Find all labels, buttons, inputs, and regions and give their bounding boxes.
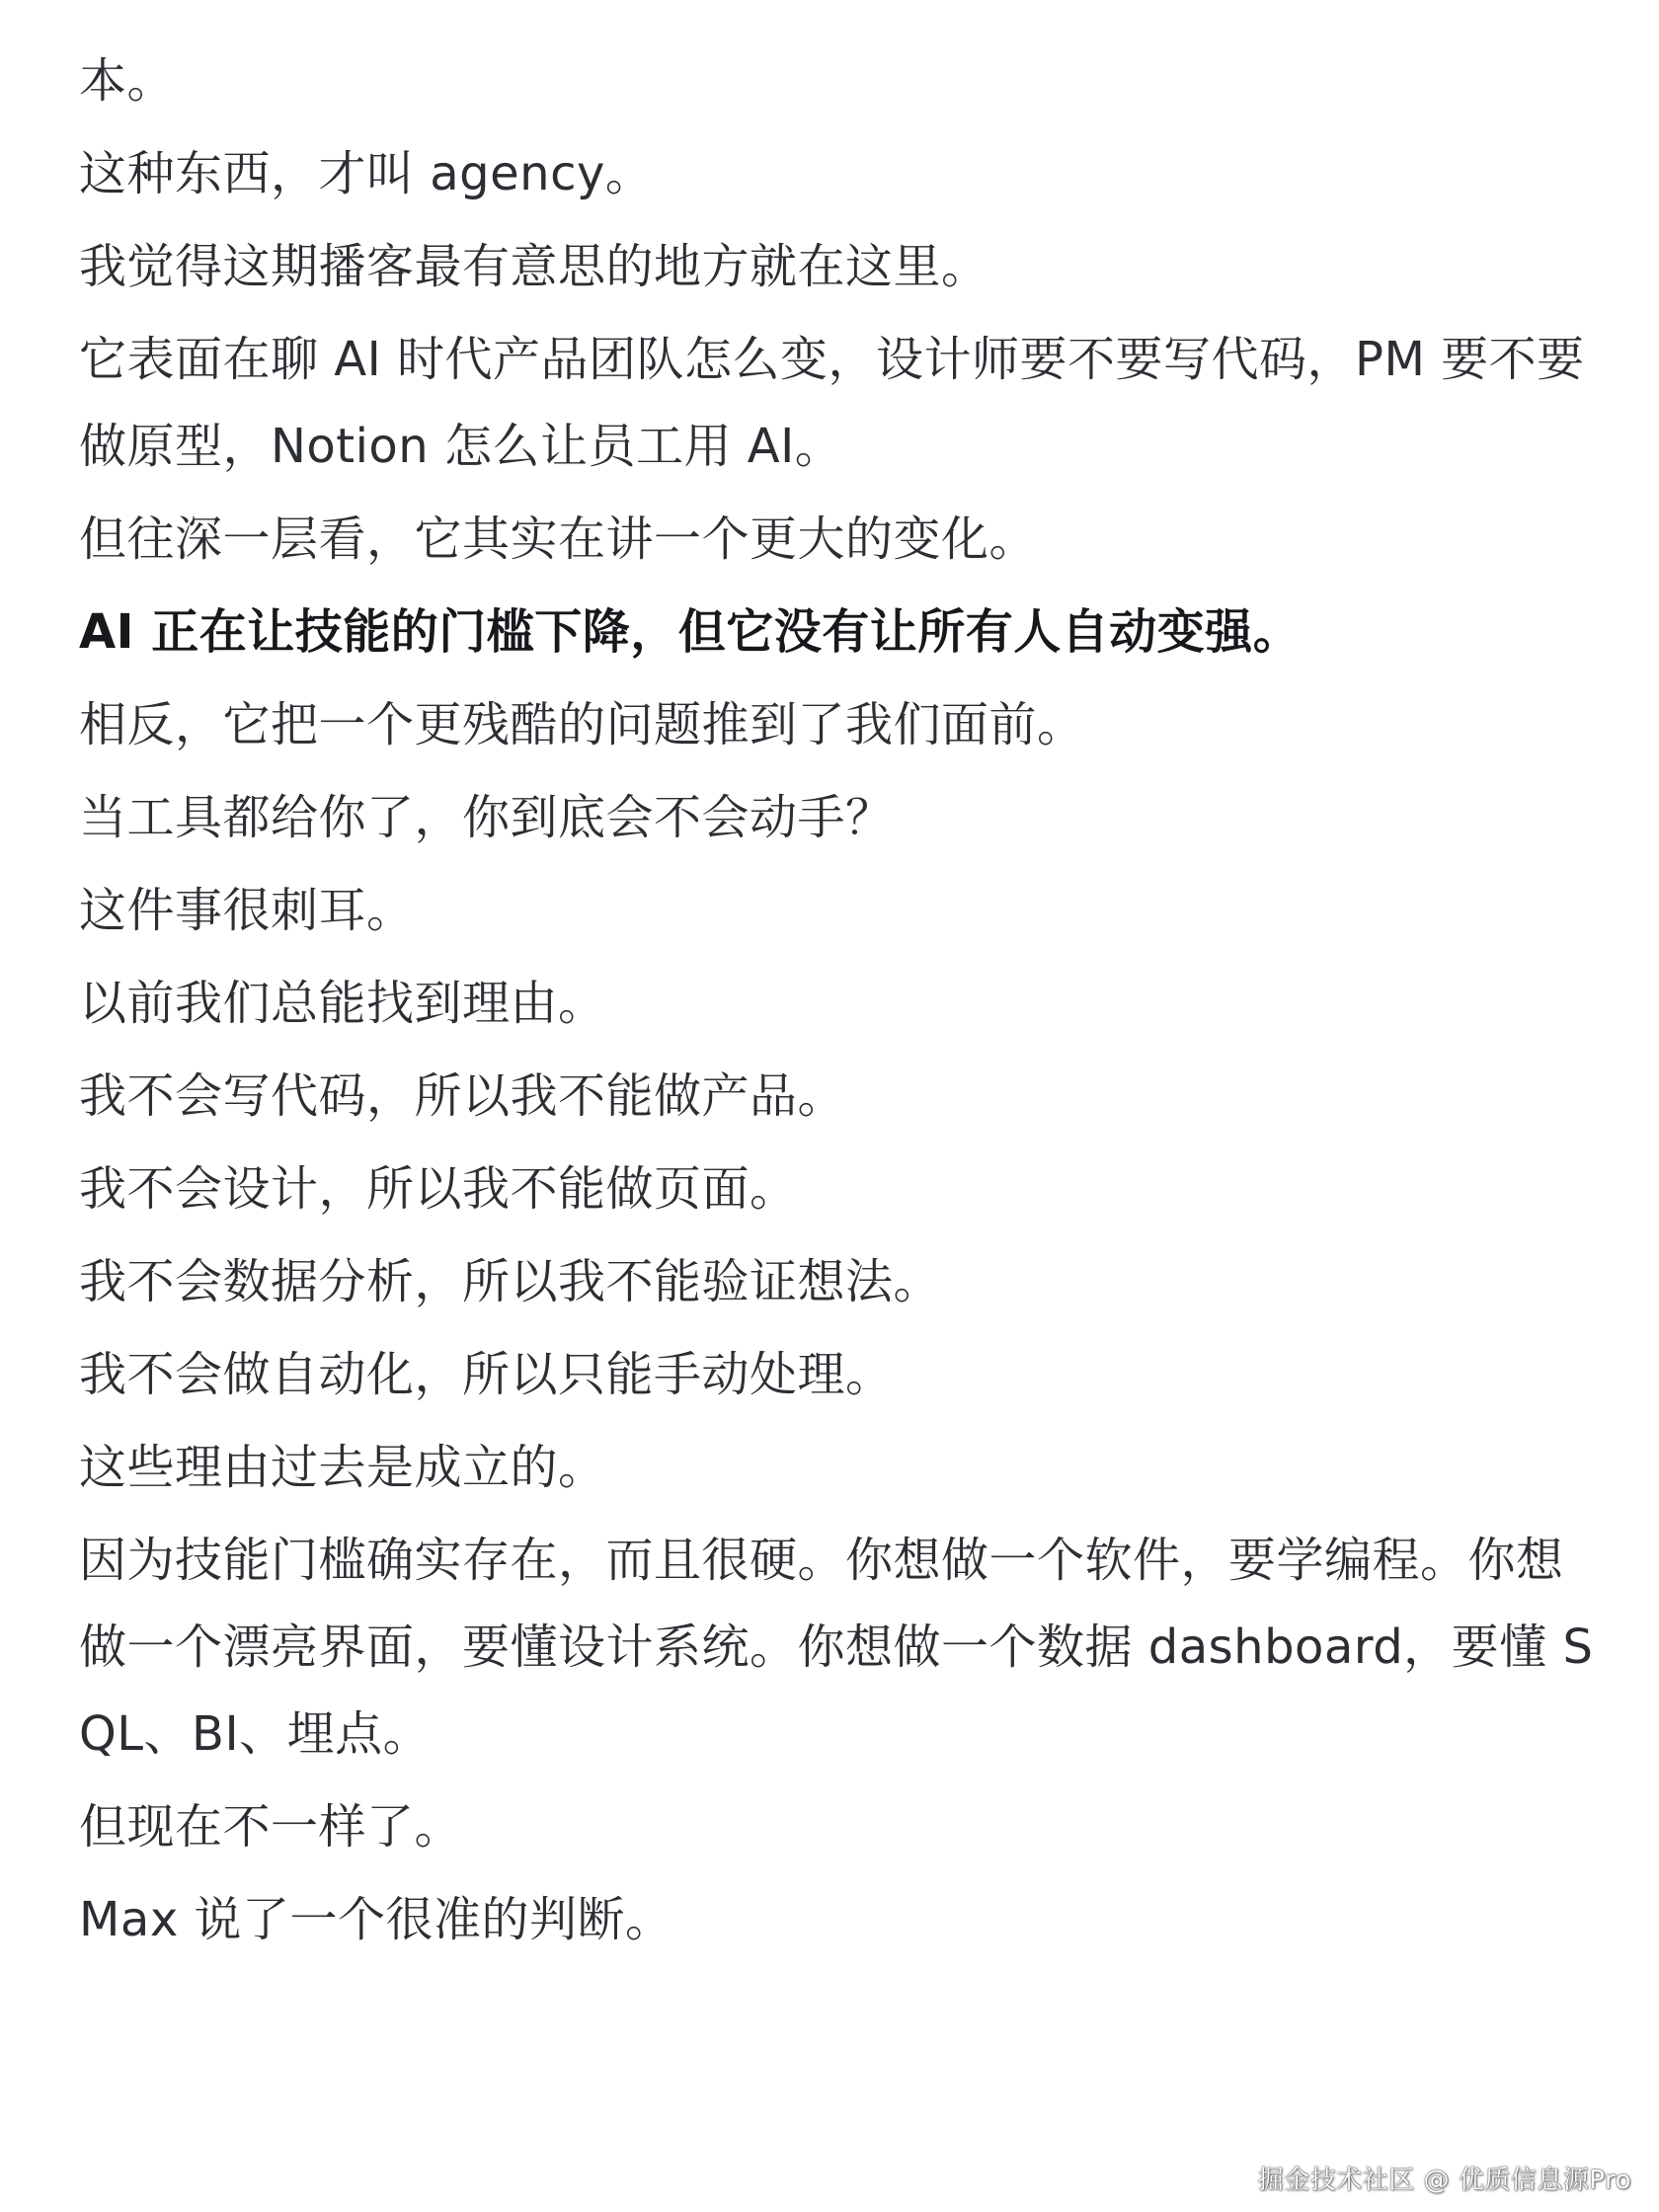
paragraph: 这件事很刺耳。: [79, 883, 415, 938]
paragraph: 本。: [79, 53, 176, 109]
paragraph: 相反，它把一个更残酷的问题推到了我们面前。: [79, 697, 1085, 752]
paragraph: 我不会写代码，所以我不能做产品。: [79, 1068, 846, 1124]
paragraph: 但往深一层看，它其实在讲一个更大的变化。: [79, 512, 1038, 567]
paragraph: 我不会数据分析，所以我不能验证想法。: [79, 1254, 942, 1309]
paragraph: Max 说了一个很准的判断。: [79, 1892, 673, 1947]
source-watermark: 掘金技术社区 @ 优质信息源Pro: [1257, 2166, 1631, 2195]
paragraph: 但现在不一样了。: [79, 1799, 463, 1855]
paragraph: 这些理由过去是成立的。: [79, 1440, 606, 1495]
bold-paragraph: AI 正在让技能的门槛下降，但它没有让所有人自动变强。: [79, 604, 1302, 660]
paragraph: 它表面在聊 AI 时代产品团队怎么变，设计师要不要写代码，PM 要不要做原型，Notion 怎么让员工用 AI。: [79, 332, 1585, 474]
paragraph: 这种东西，才叫 agency。: [79, 146, 654, 201]
article-body: [79, 53, 1600, 1969]
paragraph: 我觉得这期播客最有意思的地方就在这里。: [79, 239, 989, 294]
paragraph: 我不会做自动化，所以只能手动处理。: [79, 1347, 894, 1402]
paragraph: 因为技能门槛确实存在，而且很硬。你想做一个软件，要学编程。你想做一个漂亮界面，要懂设计系统。你想做一个数据 dashboard，要懂 SQL、BI、埋点。: [79, 1533, 1594, 1762]
paragraph: 我不会设计，所以我不能做页面。: [79, 1161, 798, 1217]
paragraph: 以前我们总能找到理由。: [79, 976, 606, 1031]
paragraph: 当工具都给你了，你到底会不会动手？: [79, 790, 894, 845]
